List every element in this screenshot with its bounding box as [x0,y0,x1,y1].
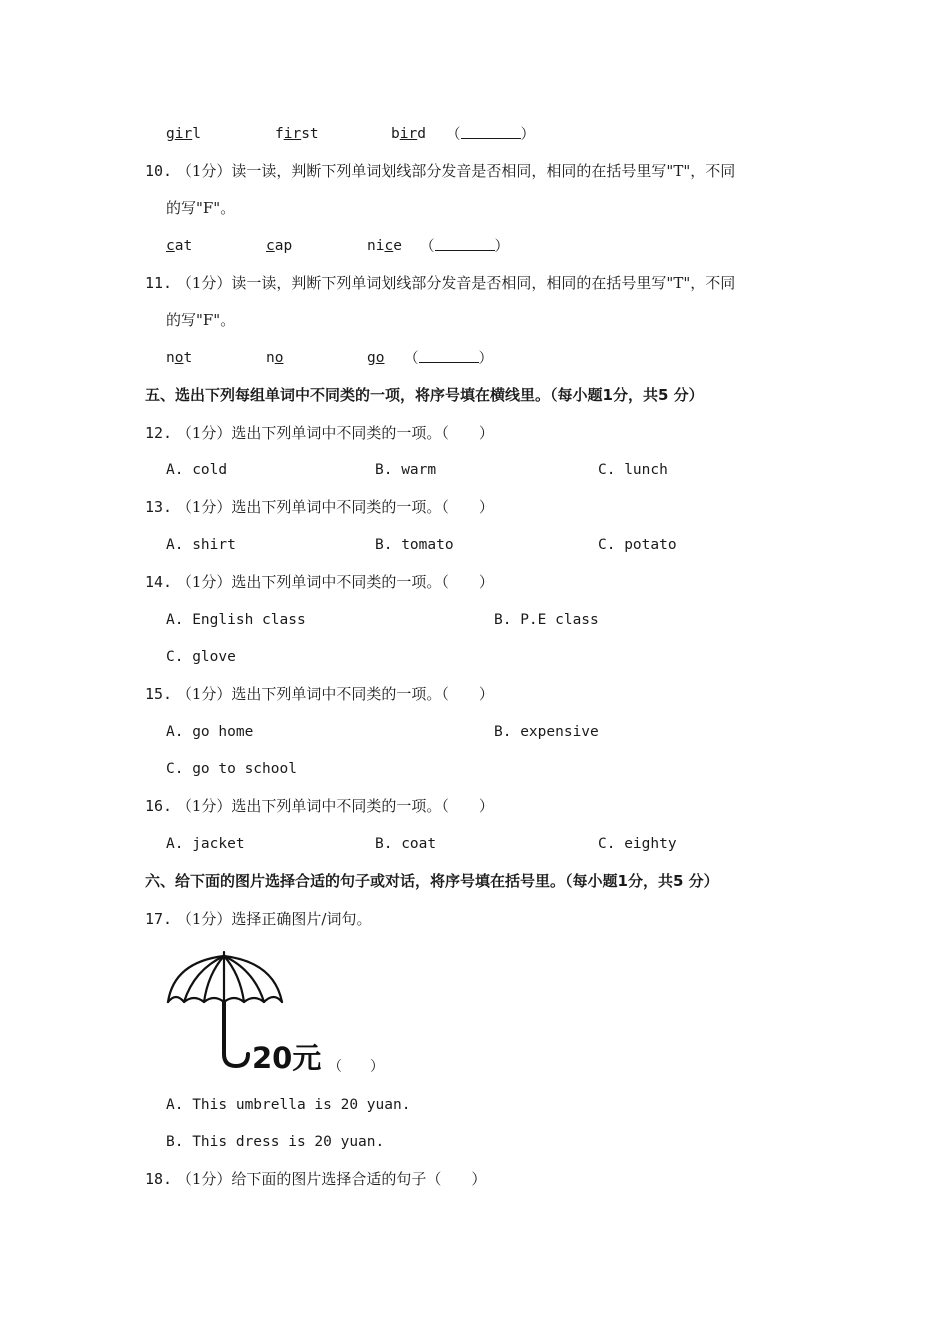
q11-question: 11. （1分）读一读，判断下列单词划线部分发音是否相同，相同的在括号里写"T"，不同 [145,274,736,292]
q14-question: 14. （1分）选出下列单词中不同类的一项。（ ） [145,573,494,591]
q14-option-c[interactable]: C. glove [166,649,236,665]
q17-umbrella-image [164,950,324,1078]
q11-word-3: go [367,350,385,366]
q11-question-cont: 的写"F"。 [166,311,236,329]
q15-option-a[interactable]: A. go home [166,724,254,740]
q16-option-b[interactable]: B. coat [375,836,437,852]
q12-question: 12. （1分）选出下列单词中不同类的一项。（ ） [145,424,494,442]
q12-option-c[interactable]: C. lunch [598,462,668,478]
q10-word-2: cap [266,238,293,254]
q10-answer-blank[interactable]: （ ） [420,236,509,257]
q17-answer-paren[interactable]: （ ） [328,1059,384,1075]
q11-word-1: not [166,350,193,366]
q10-word-1: cat [166,238,193,254]
q12-option-a[interactable]: A. cold [166,462,228,478]
q9-word-2: first [275,126,319,142]
q11-word-2: no [266,350,284,366]
q9-answer-blank[interactable]: （ ） [446,124,535,145]
q14-option-a[interactable]: A. English class [166,612,306,628]
q13-option-b[interactable]: B. tomato [375,537,454,553]
q11-answer-blank[interactable]: （ ） [404,348,493,369]
q14-option-b[interactable]: B. P.E class [494,612,599,628]
q15-options-row2 [166,759,297,779]
q16-option-c[interactable]: C. eighty [598,836,677,852]
q9-word-3: bird [391,126,426,142]
q18-question: 18. （1分）给下面的图片选择合适的句子（ ） [145,1170,487,1188]
section-6-heading: 六、给下面的图片选择合适的句子或对话，将序号填在括号里。（每小题1分，共5 分） [145,872,719,890]
q17-price-label: 20元 [252,1041,322,1075]
q17-question: 17. （1分）选择正确图片/词句。 [145,910,372,928]
q15-option-b[interactable]: B. expensive [494,724,599,740]
q16-question: 16. （1分）选出下列单词中不同类的一项。（ ） [145,797,494,815]
q10-question-cont: 的写"F"。 [166,199,236,217]
q15-question: 15. （1分）选出下列单词中不同类的一项。（ ） [145,685,494,703]
q17-option-a[interactable]: A. This umbrella is 20 yuan. [166,1097,411,1113]
q12-option-b[interactable]: B. warm [375,462,437,478]
q14-options-row2 [166,647,236,667]
q15-option-c[interactable]: C. go to school [166,761,297,777]
section-5-heading: 五、选出下列每组单词中不同类的一项，将序号填在横线里。（每小题1分，共5 分） [145,386,704,404]
q10-word-3: nice [367,238,402,254]
umbrella-icon [164,950,324,1078]
q13-question: 13. （1分）选出下列单词中不同类的一项。（ ） [145,498,494,516]
q10-question: 10. （1分）读一读，判断下列单词划线部分发音是否相同，相同的在括号里写"T"，不同 [145,162,736,180]
q9-word-1: girl [166,126,201,142]
q13-option-c[interactable]: C. potato [598,537,677,553]
q17-option-b[interactable]: B. This dress is 20 yuan. [166,1134,385,1150]
q13-option-a[interactable]: A. shirt [166,537,236,553]
q16-option-a[interactable]: A. jacket [166,836,245,852]
